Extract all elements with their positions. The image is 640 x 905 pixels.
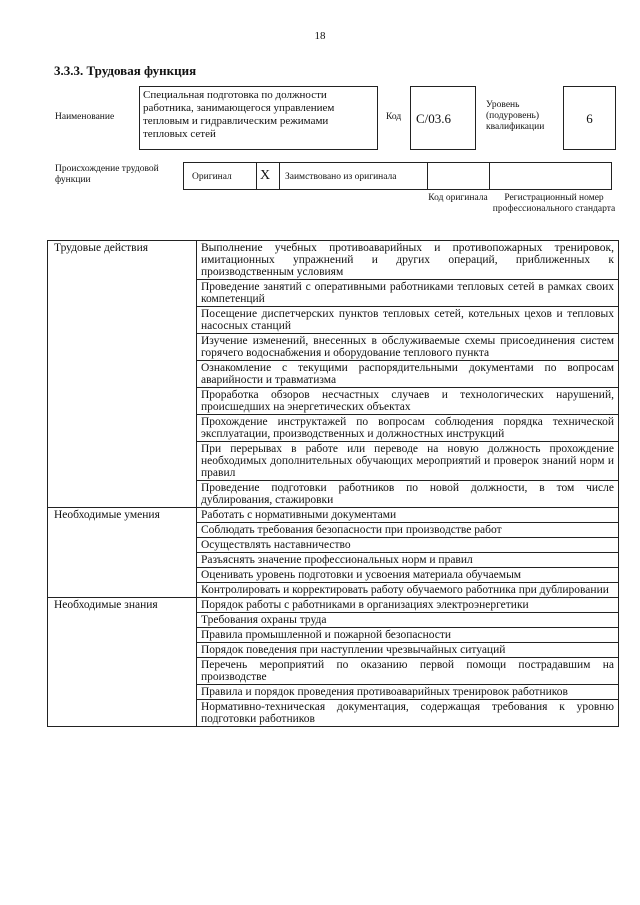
table-cell: Требования охраны труда (197, 613, 619, 628)
table-cell: Контролировать и корректировать работу обучаемого работника при дублировании (197, 583, 619, 598)
table-cell: Ознакомление с текущими распорядительными документами по вопросам аварийности и травматизма (197, 361, 619, 388)
original-mark: X (260, 168, 271, 183)
table-cell: Соблюдать требования безопасности при производстве работ (197, 523, 619, 538)
table-cell: Правила промышленной и пожарной безопасности (197, 628, 619, 643)
table-row (48, 508, 619, 523)
section-heading: Необходимые знания (48, 598, 197, 727)
origin-original-cell (183, 162, 280, 190)
function-code: C/03.6 (410, 86, 476, 150)
page-number: 18 (314, 30, 326, 42)
table-cell: Выполнение учебных противоаварийных и противопожарных тренировок, имитационных упражнений и других операций, приближенных к производственным условиям (197, 241, 619, 280)
table-cell: Порядок поведения при наступлении чрезвычайных ситуаций (197, 643, 619, 658)
borrowed-label: Заимствовано из оригинала (285, 172, 397, 182)
name-label: Наименование (55, 112, 115, 122)
origin-label: Происхождение трудовой функции (55, 164, 159, 185)
table-cell: Прохождение инструктажей по вопросам соблюдения порядка технической эксплуатации, производственных и должностных инструкций (197, 415, 619, 442)
table-cell: Правила и порядок проведения противоаварийных тренировок работников (197, 685, 619, 700)
code-label: Код (386, 112, 402, 122)
divider (489, 162, 490, 190)
function-table (47, 240, 619, 727)
table-cell: При перерывах в работе или переводе на новую должность прохождение необходимых дополнительных обучающих мероприятий и проверок знаний норм и правил (197, 442, 619, 481)
divider (427, 162, 428, 190)
section-heading: Трудовые действия (48, 241, 197, 508)
table-cell: Порядок работы с работниками в организациях электроэнергетики (197, 598, 619, 613)
table-cell: Посещение диспетчерских пунктов тепловых сетей, котельных цехов и тепловых насосных станций (197, 307, 619, 334)
table-row (48, 241, 619, 280)
origin-borrowed-cell (279, 162, 612, 190)
table-cell: Работать с нормативными документами (197, 508, 619, 523)
table-cell: Проведение подготовки работников по новой должности, в том числе дублирования, стажировки (197, 481, 619, 508)
section-heading: Необходимые умения (48, 508, 197, 598)
table-cell: Изучение изменений, внесенных в обслуживаемые схемы присоединения систем горячего водоснабжения и оборудование теплового пункта (197, 334, 619, 361)
table-cell: Осуществлять наставничество (197, 538, 619, 553)
table-cell: Разъяснять значение профессиональных норм и правил (197, 553, 619, 568)
table-cell: Оценивать уровень подготовки и усвоения материала обучаемым (197, 568, 619, 583)
table-cell: Перечень мероприятий по оказанию первой помощи пострадавшим на производстве (197, 658, 619, 685)
section-title: 3.3.3. Трудовая функция (54, 63, 197, 78)
qualification-level-label: Уровень (подуровень) квалификации (486, 100, 545, 132)
table-row (48, 598, 619, 613)
divider (256, 162, 257, 190)
original-label: Оригинал (192, 172, 232, 182)
registration-number-caption: Регистрационный номер профессионального стандарта (492, 193, 616, 214)
table-cell: Проработка обзоров несчастных случаев и технологических нарушений, происшедших на энергетических объектах (197, 388, 619, 415)
table-cell: Проведение занятий с оперативными работниками тепловых сетей в рамках своих компетенций (197, 280, 619, 307)
table-cell: Нормативно-техническая документация, содержащая требования к уровню подготовки работников (197, 700, 619, 727)
qualification-level: 6 (563, 86, 616, 150)
function-name: Специальная подготовка по должности работника, занимающегося управлением тепловым и гидравлическим режимами тепловых сетей (139, 86, 378, 150)
code-original-caption: Код оригинала (428, 193, 488, 203)
